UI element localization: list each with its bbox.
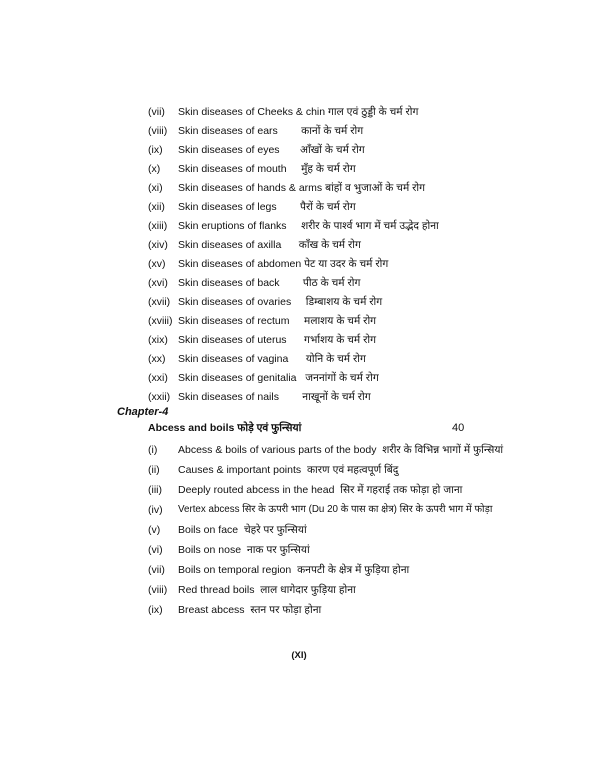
item-text: Skin diseases of vagina योनि के चर्म रोग: [178, 353, 366, 365]
item-number: (ii): [148, 464, 160, 476]
item-number: (xxii): [148, 391, 171, 403]
item-number: (xiv): [148, 239, 168, 251]
item-text: Skin diseases of uterus गर्भाशय के चर्म रोग: [178, 334, 376, 346]
item-text: Abcess & boils of various parts of the body शरीर के विभिन्न भागों में फुन्सियां: [178, 444, 504, 456]
item-text: Vertex abcess सिर के ऊपरी भाग (Du 20 के पास का क्षेत्र) सिर के ऊपरी भाग में फोड़ा: [178, 504, 493, 515]
item-number: (vi): [148, 544, 163, 556]
item-number: (xx): [148, 353, 166, 365]
item-text: Skin diseases of back पीठ के चर्म रोग: [178, 277, 361, 289]
item-text: Skin diseases of legs पैरों के चर्म रोग: [178, 201, 356, 213]
section-page-number: 40: [452, 422, 465, 434]
page-footer-number: (XI): [291, 650, 307, 661]
item-number: (xix): [148, 334, 168, 346]
item-number: (ix): [148, 144, 163, 156]
item-number: (viii): [148, 125, 168, 137]
item-number: (ix): [148, 604, 163, 616]
item-text: Boils on temporal region कनपटी के क्षेत्र में फुड़िया होना: [178, 564, 410, 576]
item-text: Skin diseases of ears कानों के चर्म रोग: [178, 125, 364, 137]
item-text: Skin diseases of hands & arms बांहों व भुजाओं के चर्म रोग: [178, 182, 426, 194]
item-text: Skin diseases of rectum मलाशय के चर्म रोग: [178, 315, 377, 327]
item-number: (vii): [148, 564, 165, 576]
item-number: (xvii): [148, 296, 171, 308]
item-text: Red thread boils लाल धागेदार फुड़िया होना: [178, 584, 356, 596]
item-text: Skin diseases of Cheeks & chin गाल एवं ठुड्डी के चर्म रोग: [178, 106, 419, 118]
item-number: (iii): [148, 484, 162, 496]
item-text: Skin diseases of mouth मुँह के चर्म रोग: [178, 163, 356, 175]
item-number: (iv): [148, 504, 163, 516]
chapter-heading: Chapter-4: [117, 406, 169, 418]
item-text: Deeply routed abcess in the head सिर में गहराई तक फोड़ा हो जाना: [178, 484, 463, 496]
item-text: Skin diseases of abdomen पेट या उदर के चर्म रोग: [178, 258, 389, 270]
item-text: Skin diseases of axilla काँख के चर्म रोग: [178, 239, 361, 251]
item-text: Skin eruptions of flanks शरीर के पार्श्व भाग में चर्म उद्भेद होना: [178, 220, 439, 232]
item-number: (xxi): [148, 372, 168, 384]
item-text: Boils on nose नाक पर फुन्सियां: [178, 544, 310, 556]
item-text: Causes & important points कारण एवं महत्वपूर्ण बिंदु: [178, 464, 399, 476]
item-number: (xiii): [148, 220, 168, 232]
item-text: Skin diseases of genitalia जननांगों के चर्म रोग: [178, 372, 379, 384]
item-number: (xv): [148, 258, 166, 270]
item-number: (xii): [148, 201, 165, 213]
item-number: (vii): [148, 106, 165, 118]
item-text: Skin diseases of eyes आँखों के चर्म रोग: [178, 144, 365, 156]
item-text: Skin diseases of ovaries डिम्बाशय के चर्म रोग: [178, 296, 383, 308]
item-number: (xviii): [148, 315, 173, 327]
section-title: Abcess and boils फोड़े एवं फुन्सियां: [148, 422, 302, 434]
item-text: Boils on face चेहरे पर फुन्सियां: [178, 524, 307, 536]
item-text: Skin diseases of nails नाखूनों के चर्म रोग: [178, 391, 371, 403]
item-number: (x): [148, 163, 161, 175]
item-number: (xvi): [148, 277, 168, 289]
item-text: Breast abcess स्तन पर फोड़ा होना: [178, 604, 322, 616]
item-number: (v): [148, 524, 161, 536]
item-number: (i): [148, 444, 158, 456]
item-number: (xi): [148, 182, 163, 194]
item-number: (viii): [148, 584, 168, 596]
